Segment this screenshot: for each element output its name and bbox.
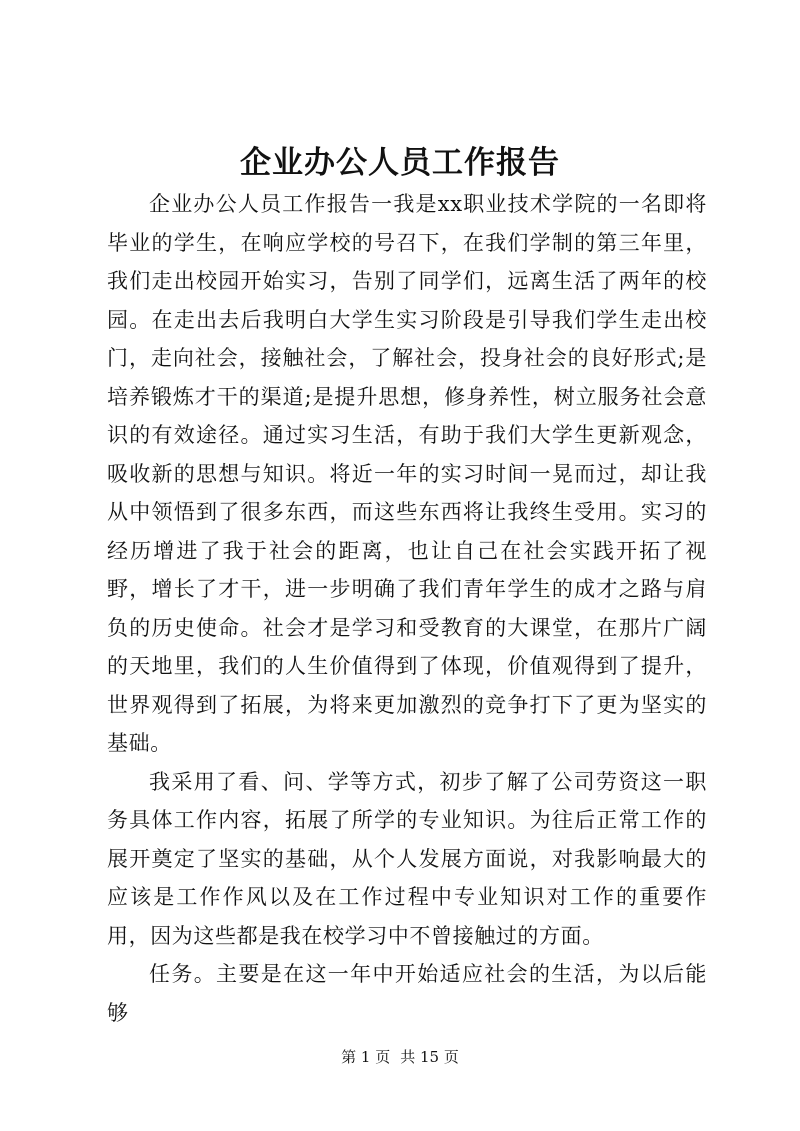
paragraph-3: 任务。主要是在这一年中开始适应社会的生活，为以后能够 xyxy=(107,962,707,1025)
document-title: 企业办公人员工作报告 xyxy=(240,145,560,181)
page-footer xyxy=(0,1047,800,1067)
paragraph-2: 我采用了看、问、学等方式，初步了解了公司劳资这一职务具体工作内容，拓展了所学的专业知识。为往后正常工作的展开奠定了坚实的基础，从个人发展方面说，对我影响最大的应该是工作作风以及在工作过程中专业知识对工作的重要作用，因为这些都是我在校学习中不曾接触过的方面。 xyxy=(107,769,707,948)
page-number: 第 1 页 xyxy=(341,1048,391,1066)
paragraph-1: 企业办公人员工作报告一我是xx职业技术学院的一名即将毕业的学生，在响应学校的号召下，在我们学制的第三年里，我们走出校园开始实习，告别了同学们，远离生活了两年的校园。在走出去后我明白大学生实习阶段是引导我们学生走出校门，走向社会，接触社会，了解社会，投身社会的良好形式;是培养锻炼才干的渠道;是提升思想，修身养性，树立服务社会意识的有效途径。通过实习生活，有助于我们大学生更新观念，吸收新的思想与知识。将近一年的实习时间一晃而过，却让我从中领悟到了很多东西，而这些东西将让我终生受用。实习的经历增进了我于社会的距离，也让自己在社会实践开拓了视野，增长了才干，进一步明确了我们青年学生的成才之路与肩负的历史使命。社会才是学习和受教育的大课堂，在那片广阔的天地里，我们的人生价值得到了体现，价值观得到了提升，世界观得到了拓展，为将来更加激烈的竞争打下了更为坚实的基础。 xyxy=(107,192,707,755)
page-total: 共 15 页 xyxy=(400,1048,459,1066)
document-body xyxy=(107,185,707,1032)
